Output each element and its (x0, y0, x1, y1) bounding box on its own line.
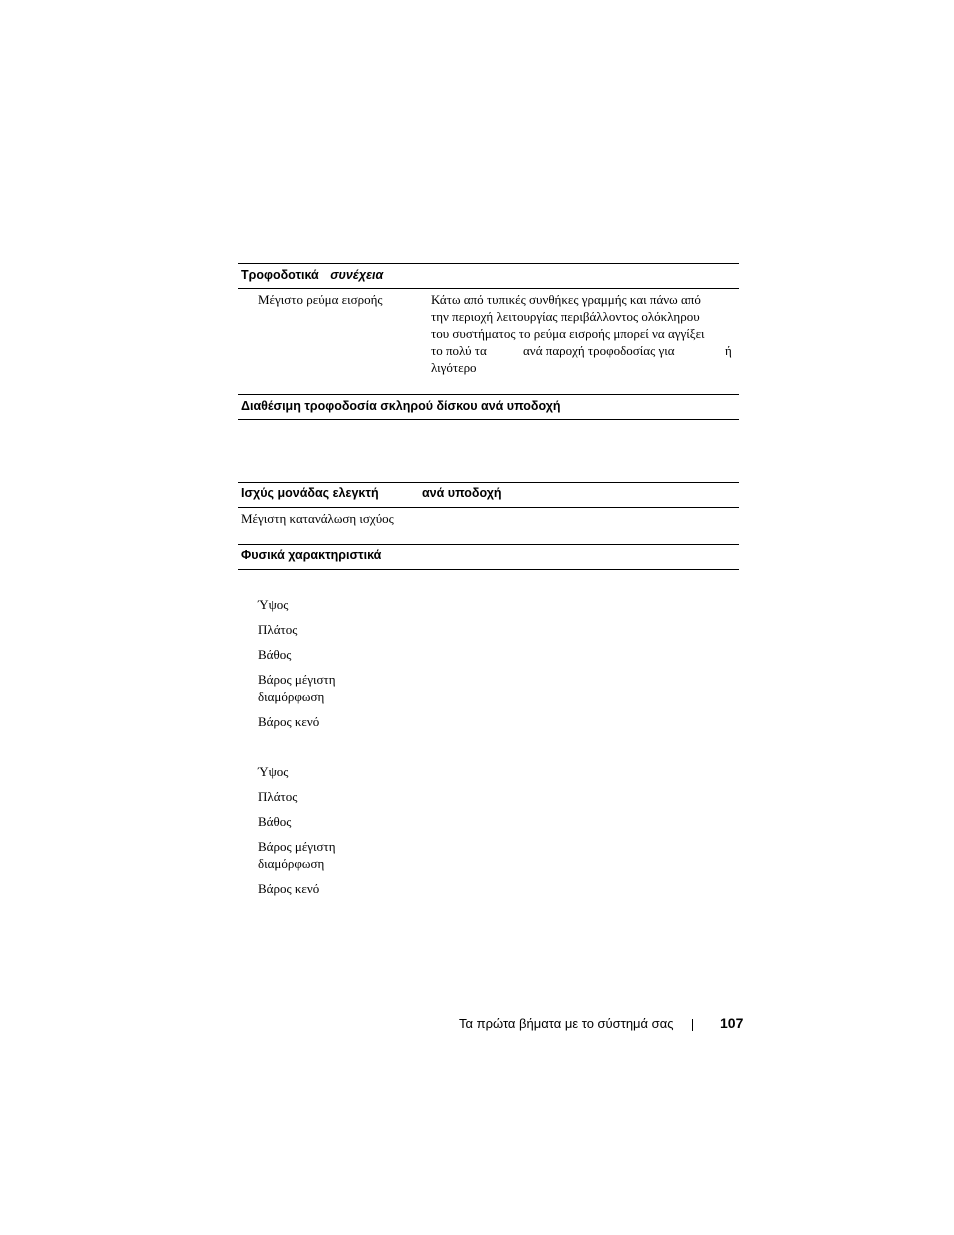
physical-rule-bottom (238, 569, 739, 570)
height-label: Ύψος (258, 764, 289, 779)
controller-rule-bottom (238, 507, 739, 508)
physical-header: Φυσικά χαρακτηριστικά (241, 548, 382, 562)
controller-rule-top (238, 482, 739, 483)
depth-label: Βάθος (258, 814, 292, 829)
inrush-current-label: Μέγιστο ρεύμα εισροής (258, 292, 383, 307)
weight-max-label: Βάρος μέγιστη (258, 839, 336, 854)
depth-label: Βάθος (258, 647, 292, 662)
weight-max-label-cont: διαμόρφωση (258, 689, 325, 704)
weight-empty-label: Βάρος κενό (258, 714, 320, 729)
inrush-desc-line-5: λιγότερο (431, 360, 477, 375)
hdd-rule-top (238, 394, 739, 395)
inrush-desc-line-4a: το πολύ τα (431, 343, 487, 358)
inrush-desc-line-1: Κάτω από τυπικές συνθήκες γραμμής και πάνω από (431, 292, 701, 307)
power-section-title: Τροφοδοτικά (241, 268, 319, 282)
power-header-rule (238, 288, 739, 289)
power-section-header (241, 268, 383, 282)
inrush-desc-line-2: την περιοχή λειτουργίας περιβάλλοντος ολόκληρου (431, 309, 700, 324)
controller-power-title: Ισχύς μονάδας ελεγκτή (241, 486, 379, 500)
weight-max-label-cont: διαμόρφωση (258, 856, 325, 871)
inrush-desc-line-3: του συστήματος το ρεύμα εισροής μπορεί να αγγίξει (431, 326, 705, 341)
physical-rule-top (238, 544, 739, 545)
power-section-continued: συνέχεια (330, 268, 384, 282)
footer-text: Τα πρώτα βήματα με το σύστημά σας (459, 1016, 674, 1031)
page-number: 107 (720, 1015, 744, 1031)
max-power-consumption-label: Μέγιστη κατανάλωση ισχύος (241, 511, 394, 526)
inrush-desc-line-4b: ανά παροχή τροφοδοσίας για (523, 343, 675, 358)
footer-separator (692, 1019, 693, 1031)
height-label: Ύψος (258, 597, 289, 612)
inrush-desc-line-4c: ή (725, 343, 732, 358)
top-rule (238, 263, 739, 264)
hdd-power-header: Διαθέσιμη τροφοδοσία σκληρού δίσκου ανά υποδοχή (241, 399, 561, 413)
hdd-rule-bottom (238, 419, 739, 420)
controller-power-per-slot: ανά υποδοχή (422, 486, 502, 500)
weight-empty-label: Βάρος κενό (258, 881, 320, 896)
width-label: Πλάτος (258, 622, 298, 637)
width-label: Πλάτος (258, 789, 298, 804)
controller-power-header (241, 486, 379, 500)
weight-max-label: Βάρος μέγιστη (258, 672, 336, 687)
